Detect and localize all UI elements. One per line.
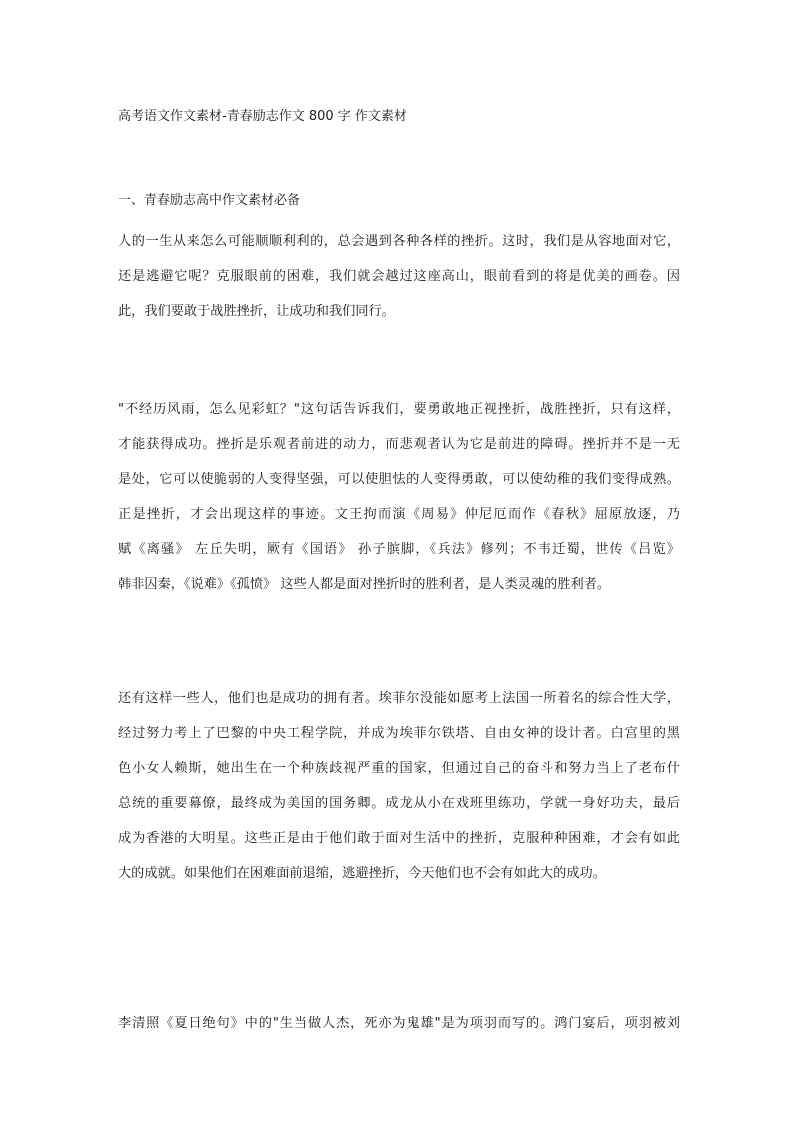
- paragraph-1: [118, 232, 680, 337]
- document-title: 高考语文作文素材-青春励志作文 800 字 作文素材: [118, 109, 407, 124]
- paragraph-line: 还是逃避它呢？克服眼前的困难，我们就会越过这座高山，眼前看到的将是优美的画卷。因: [118, 269, 680, 284]
- paragraph-line: 经过努力考上了巴黎的中央工程学院，并成为埃菲尔铁塔、自由女神的设计者。白宫里的黑: [118, 726, 680, 741]
- paragraph-line: 正是挫折，才会出现这样的事迹。文王拘而演《周易》仲尼厄而作《春秋》屈原放逐，乃: [118, 507, 680, 522]
- paragraph-line: 人的一生从来怎么可能顺顺利利的，总会遇到各种各样的挫折。这时，我们是从容地面对它，: [118, 234, 680, 249]
- paragraph-2: [118, 400, 680, 610]
- paragraph-line: 才能获得成功。挫折是乐观者前进的动力，而悲观者认为它是前进的障碍。挫折并不是一无: [118, 437, 680, 452]
- paragraph-line: 还有这样一些人，他们也是成功的拥有者。埃菲尔没能如愿考上法国一所着名的综合性大学，: [118, 691, 680, 706]
- paragraph-line: 赋《离骚》 左丘失明，厥有《国语》 孙子膑脚，《兵法》修列；不韦迁蜀，世传《吕览》: [118, 542, 680, 557]
- paragraph-line: 总统的重要幕僚，最终成为美国的国务卿。成龙从小在戏班里练功，学就一身好功夫，最后: [118, 796, 680, 811]
- paragraph-line: 大的成就。如果他们在困难面前退缩，逃避挫折，今天他们也不会有如此大的成功。: [118, 866, 606, 881]
- paragraph-line: 李清照《夏日绝句》中的"生当做人杰，死亦为鬼雄"是为项羽而写的。鸿门宴后，项羽被刘: [118, 1016, 680, 1031]
- paragraph-line: 是处，它可以使脆弱的人变得坚强，可以使胆怯的人变得勇敢，可以使幼稚的我们变得成熟。: [118, 472, 680, 487]
- paragraph-line: 成为香港的大明星。这些正是由于他们敢于面对生活中的挫折，克服种种困难，才会有如此: [118, 831, 680, 846]
- paragraph-line: "不经历风雨，怎么见彩虹？"这句话告诉我们，要勇敢地正视挫折，战胜挫折，只有这样，: [118, 402, 680, 417]
- paragraph-3: [118, 689, 680, 899]
- paragraph-4: [118, 1014, 680, 1049]
- section-heading: 一、青春励志高中作文素材必备: [118, 193, 301, 208]
- paragraph-line: 此，我们要敢于战胜挫折，让成功和我们同行。: [118, 304, 395, 319]
- paragraph-line: 色小女人赖斯，她出生在一个种族歧视严重的国家，但通过自己的奋斗和努力当上了老布什: [118, 761, 680, 776]
- paragraph-line: 韩非囚秦，《说难》《孤愤》 这些人都是面对挫折时的胜利者，是人类灵魂的胜利者。: [118, 577, 611, 592]
